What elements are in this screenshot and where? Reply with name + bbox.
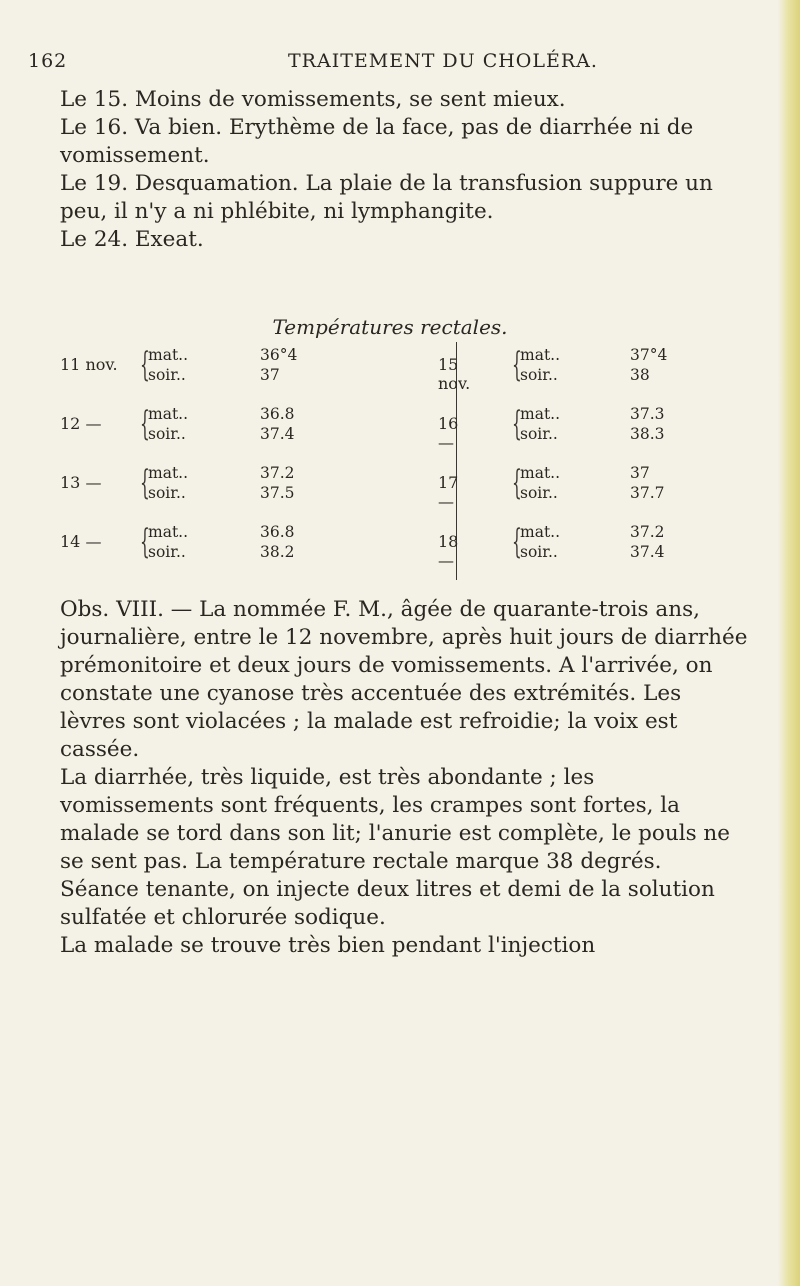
temp-value: 37.3 xyxy=(630,405,665,423)
temp-date: 12 — xyxy=(60,414,102,433)
observation-paragraph: Obs. VIII. — La nommée F. M., âgée de quarante-trois ans, journalière, entre le 12 novembre, après huit jours de diarrhée prémonitoire et deux jours de vomissements. A l'arrivée, on constate une cyanose très accentuée des extrémités. Les lèvres sont violacées ; la malade est refroidie; la voix est cassée. xyxy=(60,597,748,762)
entry-15: Le 15. Moins de vomissements, se sent mieux. xyxy=(60,87,566,112)
temp-date: 15 nov. xyxy=(438,355,471,393)
temp-label: soir.. xyxy=(520,484,558,502)
temp-row xyxy=(60,460,665,511)
temp-value: 37.4 xyxy=(260,425,295,443)
temp-date: 11 nov. xyxy=(60,355,118,374)
temp-label: mat.. xyxy=(148,464,189,482)
page-edge-stain xyxy=(778,0,800,1286)
observation-paragraph: Séance tenante, on injecte deux litres et demi de la solution sulfatée et chlorurée sodique. xyxy=(60,877,715,930)
temp-label: mat.. xyxy=(148,405,189,423)
temp-label: mat.. xyxy=(520,405,561,423)
brace: { xyxy=(140,345,150,385)
temp-label: soir.. xyxy=(148,366,186,384)
temp-value: 37.2 xyxy=(260,464,295,482)
temperature-table xyxy=(60,338,760,582)
observation-paragraph: La malade se trouve très bien pendant l'injection xyxy=(60,933,596,958)
brace: { xyxy=(512,404,522,444)
entry-19: Le 19. Desquamation. La plaie de la transfusion suppure un peu, il n'y a ni phlébite, ni lymphangite. xyxy=(60,171,713,224)
page-number: 162 xyxy=(28,50,68,72)
temp-label: mat.. xyxy=(148,523,189,541)
temp-label: mat.. xyxy=(520,464,561,482)
brace: { xyxy=(140,463,150,503)
temp-date: 13 — xyxy=(60,473,102,492)
temp-value: 37°4 xyxy=(630,346,668,364)
temp-value: 38.2 xyxy=(260,543,295,561)
temp-row xyxy=(60,401,665,452)
entry-24: Le 24. Exeat. xyxy=(60,227,204,252)
temp-value: 36.8 xyxy=(260,405,295,423)
temp-value: 37.5 xyxy=(260,484,295,502)
temp-label: soir.. xyxy=(148,484,186,502)
temp-row xyxy=(60,519,665,570)
brace: { xyxy=(512,345,522,385)
diary-entries xyxy=(60,86,750,254)
temp-date: 17 — xyxy=(438,473,459,511)
brace: { xyxy=(140,522,150,562)
temp-date: 14 — xyxy=(60,532,102,551)
temp-date: 16 — xyxy=(438,414,459,452)
running-header xyxy=(28,50,708,80)
temp-label: mat.. xyxy=(148,346,189,364)
temp-label: soir.. xyxy=(148,543,186,561)
temp-value: 37.7 xyxy=(630,484,665,502)
temp-label: soir.. xyxy=(520,366,558,384)
observation-text xyxy=(60,596,750,960)
temperature-caption: Températures rectales. xyxy=(272,315,508,339)
temp-value: 38 xyxy=(630,366,650,384)
temp-date: 18 — xyxy=(438,532,459,570)
temp-label: soir.. xyxy=(148,425,186,443)
temp-value: 36°4 xyxy=(260,346,298,364)
brace: { xyxy=(512,522,522,562)
running-title: TRAITEMENT DU CHOLÉRA. xyxy=(288,50,598,72)
temp-label: mat.. xyxy=(520,346,561,364)
temp-value: 37 xyxy=(260,366,280,384)
temp-label: mat.. xyxy=(520,523,561,541)
temp-label: soir.. xyxy=(520,425,558,443)
temp-row xyxy=(60,342,668,393)
temp-value: 36.8 xyxy=(260,523,295,541)
entry-16: Le 16. Va bien. Erythème de la face, pas de diarrhée ni de vomissement. xyxy=(60,115,694,168)
temp-value: 38.3 xyxy=(630,425,665,443)
brace: { xyxy=(140,404,150,444)
temp-value: 37.2 xyxy=(630,523,665,541)
observation-paragraph: La diarrhée, très liquide, est très abondante ; les vomissements sont fréquents, les crampes sont fortes, la malade se tord dans son lit; l'anurie est complète, le pouls ne se sent pas. La température rectale marque 38 degrés. xyxy=(60,765,731,874)
temp-label: soir.. xyxy=(520,543,558,561)
temp-value: 37.4 xyxy=(630,543,665,561)
temp-value: 37 xyxy=(630,464,650,482)
brace: { xyxy=(512,463,522,503)
